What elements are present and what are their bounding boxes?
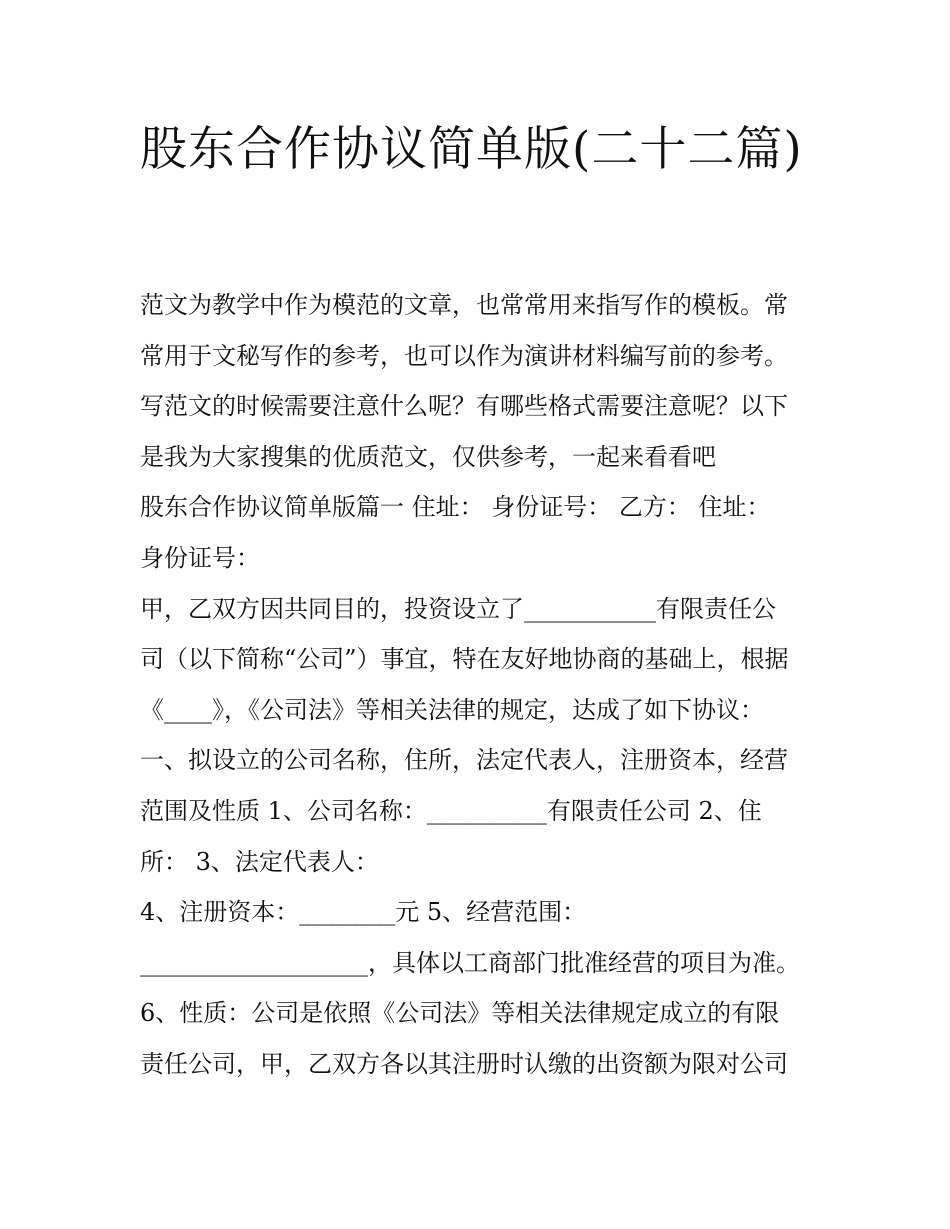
paragraph-line: 甲，乙双方因共同目的，投资设立了___________有限责任公 <box>140 594 776 623</box>
paragraph-line: 4、注册资本：________元 5、经营范围： <box>140 898 587 927</box>
paragraph-line: 范围及性质 1、公司名称：__________有限责任公司 2、住 <box>140 796 762 825</box>
paragraph-line: 责任公司，甲，乙双方各以其注册时认缴的出资额为限对公司 <box>140 1049 788 1078</box>
paragraph-line: 是我为大家搜集的优质范文，仅供参考，一起来看看吧 <box>140 442 716 471</box>
document-title: 股东合作协议简单版(二十二篇) <box>140 122 803 177</box>
paragraph-line: 写范文的时候需要注意什么呢？有哪些格式需要注意呢？以下 <box>140 392 788 421</box>
paragraph-line: 身份证号： <box>140 543 260 572</box>
paragraph-line: 一、拟设立的公司名称，住所，法定代表人，注册资本，经营 <box>140 746 788 775</box>
paragraph-line: 常用于文秘写作的参考，也可以作为演讲材料编写前的参考。 <box>140 341 788 370</box>
paragraph-line: 股东合作协议简单版篇一 住址： 身份证号： 乙方： 住址： <box>140 493 771 522</box>
paragraph-line: 《____》，《公司法》等相关法律的规定，达成了如下协议： <box>140 695 764 724</box>
document-body <box>140 280 820 1090</box>
paragraph-line: 司（以下简称“公司”）事宜，特在友好地协商的基础上，根据 <box>140 645 789 674</box>
paragraph-line: ___________________，具体以工商部门批准经营的项目为准。 <box>140 948 800 977</box>
paragraph-line: 所： 3、法定代表人： <box>140 847 379 876</box>
paragraph-line: 范文为教学中作为模范的文章，也常常用来指写作的模板。常 <box>140 291 788 319</box>
paragraph-line: 6、性质：公司是依照《公司法》等相关法律规定成立的有限 <box>140 999 780 1028</box>
